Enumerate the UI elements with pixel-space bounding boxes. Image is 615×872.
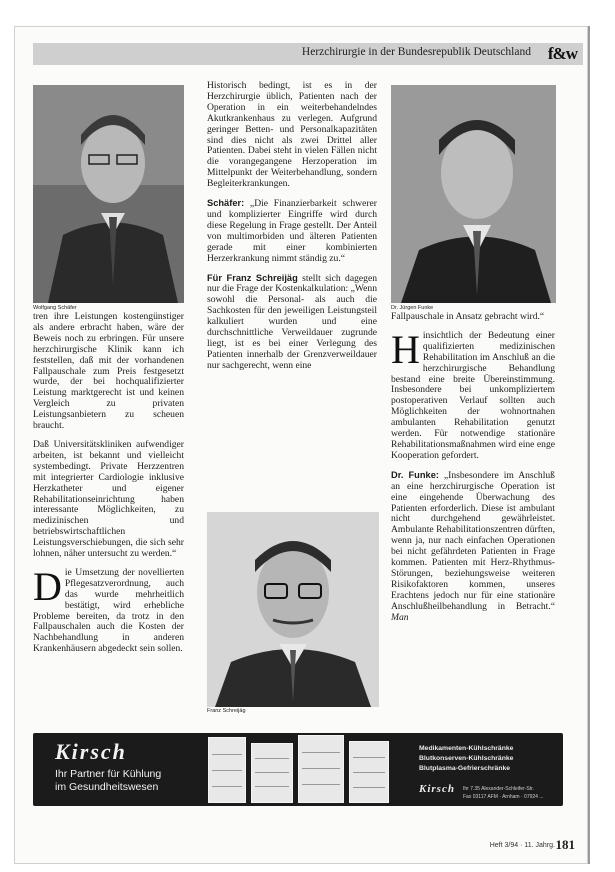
speaker-name: Dr. Funke: [391, 469, 439, 480]
kirsch-advertisement [33, 733, 563, 806]
photo-juergen-funke [391, 85, 556, 303]
paragraph: tren ihre Leistungen kostengünstiger als andere erbracht haben, wäre der Beweis noch zu erbringen. Für unsere herzchirurgische Klinik kann ich feststellen, daß mit der vorhandenen Fallpauschale zum Preis festgesetzt wurde, der bei hochqualifizierter Leistung marktgerecht ist und keinen Vergleich zu privaten Leistungsanbietern zu scheuen braucht. [33, 311, 184, 432]
ad-address: Ihr 7.35 Alexander-Schleifer-Str. [463, 786, 534, 792]
caption-right: Dr. Jürgen Funke [391, 305, 434, 311]
paragraph: Dr. Funke: „Insbesondere im Anschluß an eine herzchirurgische Operation ist eine eingehende Überwachung des Patienten erforderlich. Diese ist ambulant nicht durchgehend gewährleistet. Ambulante Rehabilitationszentren dürften, wenn ja, nur nach einfachen Operationen bei nicht gefährdeten Patienten in Frage kommen. Patienten mit Herz-Rhythmus-Störungen, beziehungsweise weiteren Risikofaktoren kommen, unseres Erachtens jedoch nur für eine stationäre Anschlußheilbehandlung in Betracht.“ Man [391, 469, 555, 623]
magazine-logo: f&w [547, 44, 577, 63]
fridge-image [251, 743, 293, 803]
paragraph: Für Franz Schreijäg stellt sich dagegen nur die Frage der Kostenkalkulation: „Wenn sowohl die Personal- als auch die Sachkosten für den jeweiligen Leistungsteil kalkuliert wurden und eine durchschnittliche Verweildauer zugrunde liegt, ist es bei einer Verlegung des Patienten innerhalb der Grenzverweildauer nur sachgerecht, wenn eine [207, 272, 377, 371]
speaker-name: Für Franz Schreijäg [207, 272, 298, 283]
caption-left: Wolfgang Schäfer [33, 305, 77, 311]
drop-cap: H [391, 326, 420, 372]
ad-tagline: Ihr Partner für Kühlung [55, 768, 162, 780]
paragraph: Die Umsetzung der novellierten Pflegesatzverordnung, auch das wurde mehrheitlich bestätigt, wird erhebliche Probleme bereiten, da trotz in den Fallpauschalen auch die Kosten der Nachbehandlung in anderen Krankenhäusern abgedeckt sein sollen. [33, 563, 184, 655]
header-title: Herzchirurgie in der Bundesrepublik Deutschland [301, 46, 531, 58]
ad-product: Blutplasma-Gefrierschränke [419, 765, 511, 772]
issue-info: Heft 3/94 · 11. Jahrg. [489, 842, 555, 849]
photo-wolfgang-schaefer [33, 85, 184, 303]
paragraph: Historisch bedingt, ist es in der Herzchirurgie üblich, Patienten nach der Operation in ein weiterbehandelndes Akutkrankenhaus zu verlegen. Aufgrund geringer Betten- und Personalkapazitäten sind dies nicht als zwei Drittel aller Patienten. Dabei steht in vielen Fällen nicht die vorangegangene Herzoperation im Mittelpunkt der Weiterbehandlung, sondern Begleiterkrankungen. [207, 80, 377, 190]
fridge-image [298, 735, 344, 803]
page-number: 181 [555, 837, 575, 852]
portrait-image [33, 85, 184, 303]
ad-brand-logo: Kirsch [55, 739, 127, 764]
column-right [391, 312, 555, 631]
fridge-image [208, 737, 246, 803]
paragraph: Fallpauschale in Ansatz gebracht wird.“ [391, 311, 545, 322]
paragraph: Hinsichtlich der Bedeutung einer qualifizierten medizinischen Rehabilitation im Anschluß an die herzchirurgische Behandlung bestand eine breite Übereinstimmung. Insbesondere bei unkompliziertem postoperativen Verlauf sollten auch Möglichkeiten der wohnortnahen ambulanten Rehabilitation genutzt werden. Für notwendige stationäre Rehabilitationsmaßnahmen wird eine enge Kooperation gefordert. [391, 326, 555, 461]
running-header [33, 43, 583, 65]
portrait-image [391, 85, 556, 303]
paragraph: Daß Universitätskliniken aufwendiger arbeiten, ist bekannt und vielleicht systembedingt. Private Herzzentren mit integrierter Cardiologie inklusive Herzkatheter und eigener Rehabilitationseinrichtung haben interessante Möglichkeiten, zu medizinischen und betriebswirtschaftlichen Leistungsverschiebungen, die sich sehr lohnen, näher untersucht zu werden.“ [33, 438, 184, 560]
fridge-image [349, 741, 389, 803]
ad-product: Blutkonserven-Kühlschränke [419, 755, 514, 762]
column-middle-top [207, 81, 377, 380]
photo-franz-schreijaeg [207, 512, 379, 707]
speaker-name: Schäfer: [207, 198, 245, 209]
ad-tagline: im Gesundheitswesen [55, 781, 159, 793]
caption-center: Franz Schreijäg [207, 708, 246, 714]
paragraph: Schäfer: „Die Finanzierbarkeit schwerer und komplizierter Eingriffe wird durch diese Regelung in Frage gestellt. Der Anteil von multimorbiden und älteren Patienten gerade mit einer kombinierten Herzerkrankung nimmt ständig zu.“ [207, 198, 377, 264]
ad-product: Medikamenten-Kühlschränke [419, 745, 514, 752]
ad-address: Fax 03117 AFM · Arnham · 07924 ... [463, 794, 544, 800]
drop-cap: D [33, 563, 62, 609]
portrait-image [207, 512, 379, 707]
magazine-page [14, 26, 588, 864]
ad-small-logo: Kirsch [419, 783, 455, 795]
column-left [33, 312, 184, 663]
